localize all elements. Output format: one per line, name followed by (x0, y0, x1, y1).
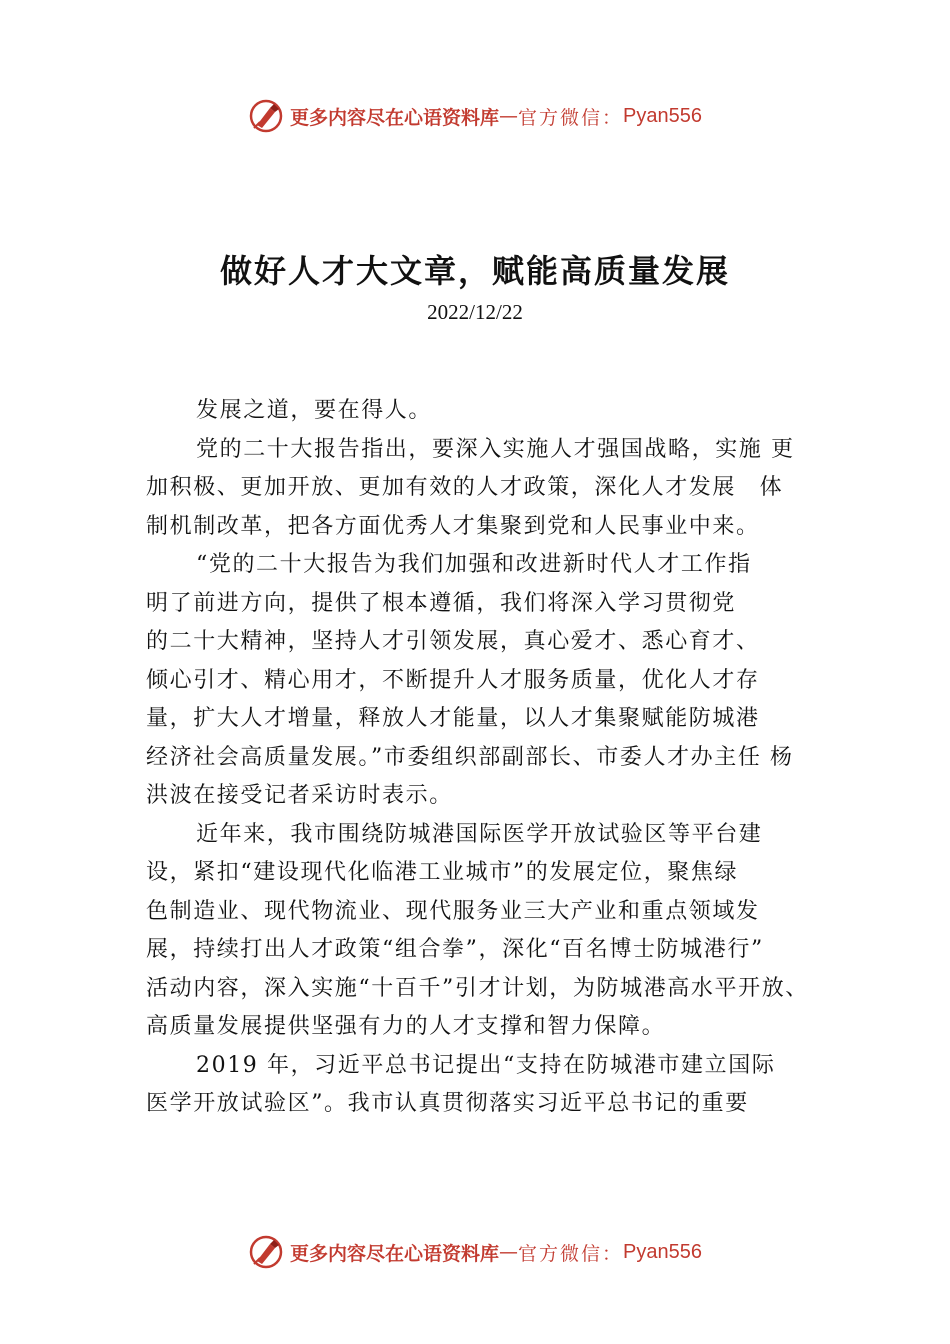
text-line: 洪波在接受记者采访时表示。 (146, 783, 453, 808)
banner-label: 官方微信： (518, 1242, 624, 1265)
text-line: 明了前进方向，提供了根本遵循，我们将深入学习贯彻党 (146, 590, 737, 616)
text-line: “党的二十大报告为我们加强和改进新时代人才工作指 (196, 552, 752, 577)
text-line: 发展之道，要在得人。 (196, 398, 433, 423)
text-line: 加积极、更加开放、更加有效的人才政策，深化人才发展 体 (146, 475, 784, 500)
footer-banner (0, 1232, 950, 1272)
text-line: 医学开放试验区”。我市认真贯彻落实习近平总书记的重要 (146, 1091, 749, 1116)
header-banner (0, 96, 950, 136)
text-line: 经济社会高质量发展。”市委组织部副部长、市委人才办主任 杨 (146, 744, 794, 770)
banner-separator: — (499, 105, 519, 127)
text-line: 展，持续打出人才政策“组合拳”，深化“百名博士防城港行” (146, 937, 764, 962)
pen-logo-icon (248, 1234, 284, 1270)
banner-label: 官方微信： (518, 106, 624, 129)
text-line: 党的二十大报告指出，要深入实施人才强国战略，实施 更 (196, 436, 795, 462)
text-line: 2019 年，习近平总书记提出“支持在防城港市建立国际 (196, 1052, 776, 1078)
banner-wechat-id: Pyan556 (623, 104, 702, 127)
text-line: 活动内容，深入实施“十百千”引才计划，为防城港高水平开放、 (146, 975, 809, 1001)
text-line: 近年来，我市围绕防城港国际医学开放试验区等平台建 (196, 821, 763, 847)
text-line: 色制造业、现代物流业、现代服务业三大产业和重点领域发 (146, 898, 760, 924)
text-line: 的二十大精神，坚持人才引领发展，真心爱才、悉心育才、 (146, 629, 760, 654)
pen-logo-icon (248, 98, 284, 134)
text-line: 量，扩大人才增量，释放人才能量，以人才集聚赋能防城港 (146, 706, 760, 731)
text-line: 设，紧扣“建设现代化临港工业城市”的发展定位，聚焦绿 (146, 860, 739, 885)
banner-wechat-id: Pyan556 (623, 1240, 702, 1263)
text-line: 制机制改革，把各方面优秀人才集聚到党和人民事业中来。 (146, 513, 760, 539)
page-title: 做好人才大文章，赋能高质量发展 (219, 252, 730, 290)
article-body (146, 392, 836, 1124)
document-date: 2022/12/22 (427, 300, 523, 324)
banner-separator: — (499, 1241, 519, 1263)
banner-main-text: 更多内容尽在心语资料库 (290, 1242, 500, 1265)
text-line: 高质量发展提供坚强有力的人才支撑和智力保障。 (146, 1014, 666, 1039)
banner-main-text: 更多内容尽在心语资料库 (290, 106, 500, 129)
text-line: 倾心引才、精心用才，不断提升人才服务质量，优化人才存 (146, 667, 760, 693)
